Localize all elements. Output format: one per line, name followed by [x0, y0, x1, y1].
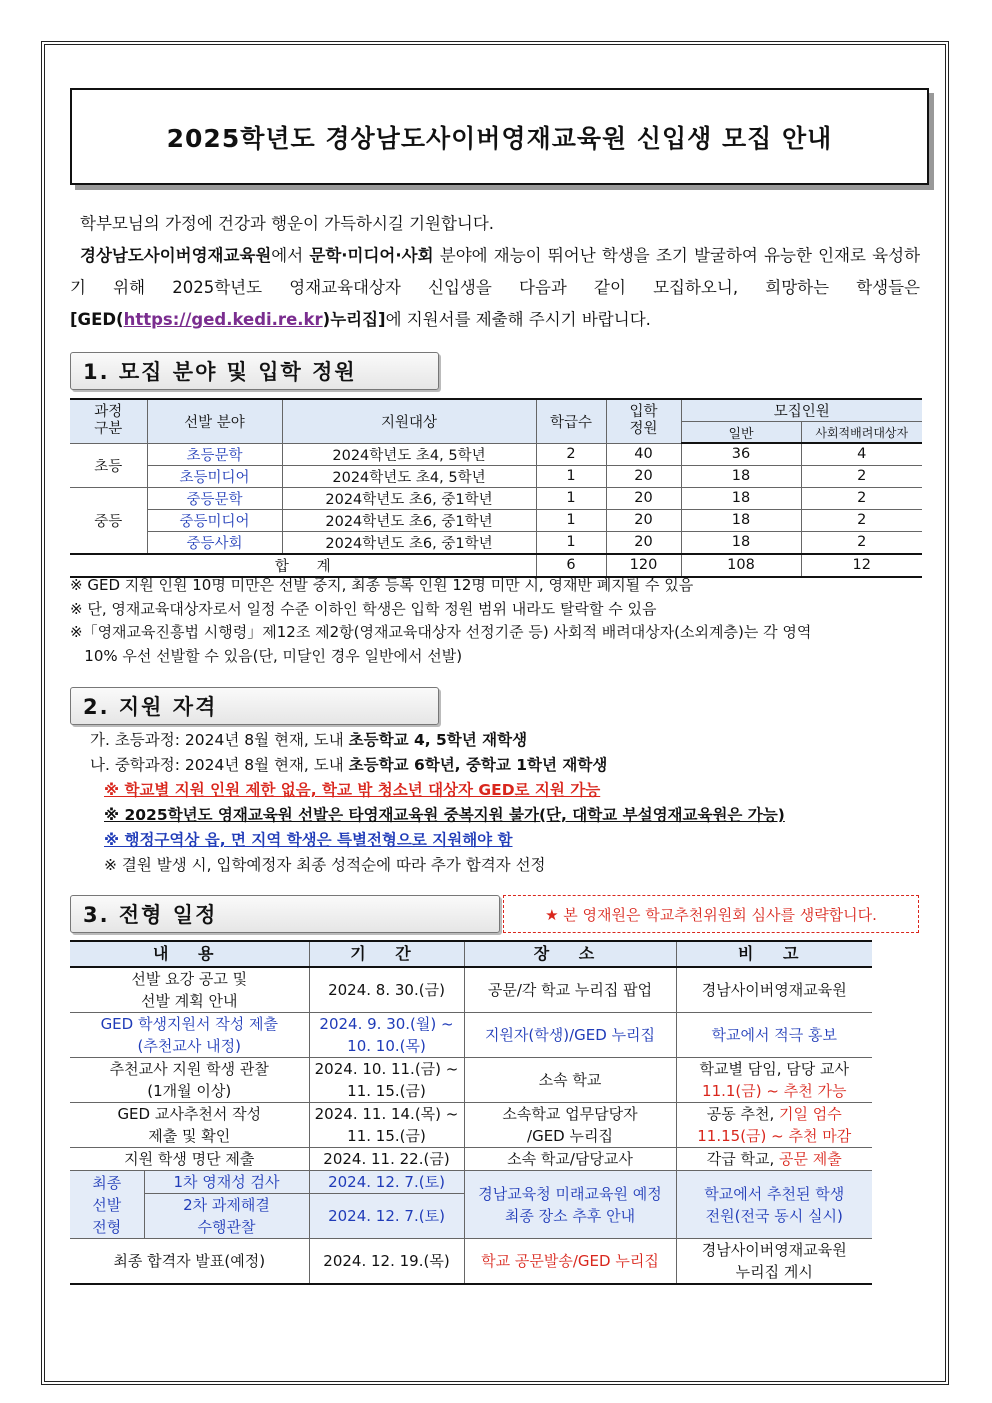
sched-remark: 학교에서 적극 홍보: [676, 1013, 872, 1058]
th-recruit: 모집인원: [681, 399, 922, 422]
qual-elem-pre: 가. 초등과정: 2024년 8월 현재, 도내: [90, 731, 349, 749]
row-target: 2024학년도 초6, 중1학년: [282, 487, 536, 509]
row-general: 18: [681, 487, 801, 509]
row-general: 36: [681, 443, 801, 465]
sched-content: GED 학생지원서 작성 제출 (추천교사 내정): [70, 1013, 309, 1058]
th-content: 내 용: [70, 941, 309, 967]
th-course: 과정 구분: [70, 399, 147, 443]
row-field: 중등미디어: [147, 509, 282, 531]
row-classes: 1: [536, 465, 606, 487]
section-2-heading: 2. 지원 자격: [70, 687, 439, 725]
note: ※「영재교육진흥법 시행령」제12조 제2항(영재교육대상자 선정기준 등) 사회적 배려대상자(소외계층)는 각 영역: [70, 623, 812, 641]
row-general: 18: [681, 531, 801, 554]
row-quota: 20: [606, 509, 681, 531]
qualifications: [90, 728, 920, 878]
row-field: 중등사회: [147, 531, 282, 554]
sched-content: 선발 요강 공고 및 선발 계획 안내: [70, 967, 309, 1013]
intro-text: [70, 208, 920, 336]
qual-mid: [90, 753, 920, 778]
th-place: 장 소: [464, 941, 676, 967]
qual-note-1: ※ 학교별 지원 인원 제한 없음, 학교 밖 청소년 대상자 GED로 지원 가능: [104, 781, 601, 799]
row-quota: 20: [606, 531, 681, 554]
row-target: 2024학년도 초6, 중1학년: [282, 531, 536, 554]
ged-open: [GED(: [70, 310, 124, 329]
section-1-heading: 1. 모집 분야 및 입학 정원: [70, 352, 439, 390]
sched-date: 2024. 12. 7.(토): [309, 1171, 464, 1194]
total-classes: 6: [536, 554, 606, 577]
row-target: 2024학년도 초4, 5학년: [282, 443, 536, 465]
schedule-table: [70, 940, 872, 1285]
row-social: 2: [801, 531, 922, 554]
sched-content: 2차 과제해결 수행관찰: [144, 1194, 309, 1239]
sched-content: 지원 학생 명단 제출: [70, 1148, 309, 1171]
note: 10% 우선 선발할 수 있음(단, 미달인 경우 일반에서 선발): [70, 646, 463, 665]
intro-part: 분야에 재능이 뛰어난 학생을 조기 발굴하여 유능한 인재로 육성하기 위해 2025학년도 영재교육대상자 신입생을 다음과 같이 모집하오니, 희망하는 학생들은: [70, 246, 921, 297]
page-title: 2025학년도 경상남도사이버영재교육원 신입생 모집 안내: [166, 123, 833, 153]
ged-close: )누리집]: [322, 310, 386, 329]
note: ※ 단, 영재교육대상자로서 일정 수준 이하인 학생은 입학 정원 범위 내라도 탈락할 수 있음: [70, 599, 657, 618]
sched-content: GED 교사추천서 작성 제출 및 확인: [70, 1103, 309, 1148]
row-social: 4: [801, 443, 922, 465]
sched-place: 소속학교 업무담당자 /GED 누리집: [464, 1103, 676, 1148]
th-remark: 비 고: [676, 941, 872, 967]
sched-place: 소속 학교: [464, 1058, 676, 1103]
row-social: 2: [801, 487, 922, 509]
qual-note-4: ※ 결원 발생 시, 입학예정자 최종 성적순에 따라 추가 합격자 선정: [104, 856, 546, 874]
remark-part: 공동 추천,: [706, 1105, 780, 1123]
row-target: 2024학년도 초6, 중1학년: [282, 509, 536, 531]
sched-remark: [676, 1058, 872, 1103]
row-field: 초등문학: [147, 443, 282, 465]
sched-date: 2024. 12. 19.(목): [309, 1239, 464, 1285]
row-social: 2: [801, 465, 922, 487]
intro-body: [70, 240, 920, 336]
th-quota: 입학 정원: [606, 399, 681, 443]
qual-elem-bold: 초등학교 4, 5학년 재학생: [348, 731, 528, 749]
sched-remark: 경남사이버영재교육원: [676, 967, 872, 1013]
remark-line: 11.1(금) ~ 추천 가능: [702, 1082, 847, 1100]
qual-mid-bold: 초등학교 6학년, 중학교 1학년 재학생: [348, 756, 608, 774]
row-classes: 1: [536, 487, 606, 509]
fields: 문학·미디어·사회: [309, 246, 434, 265]
ged-link[interactable]: https://ged.kedi.re.kr: [123, 310, 323, 329]
group-mid: 중등: [70, 487, 147, 554]
total-general: 108: [681, 554, 801, 577]
qual-note-3: ※ 행정구역상 읍, 면 지역 학생은 특별전형으로 지원해야 함: [104, 831, 513, 849]
th-target: 지원대상: [282, 399, 536, 443]
total-label: 합 계: [70, 554, 536, 577]
section-3-heading: 3. 전형 일정: [70, 895, 500, 933]
row-quota: 20: [606, 487, 681, 509]
row-classes: 1: [536, 509, 606, 531]
sched-date: 2024. 11. 22.(금): [309, 1148, 464, 1171]
sched-remark: 경남사이버영재교육원 누리집 게시: [676, 1239, 872, 1285]
sched-date: 2024. 10. 11.(금) ~ 11. 15.(금): [309, 1058, 464, 1103]
th-general: 일반: [681, 422, 801, 444]
row-field: 초등미디어: [147, 465, 282, 487]
sched-content: 최종 합격자 발표(예정): [70, 1239, 309, 1285]
row-target: 2024학년도 초4, 5학년: [282, 465, 536, 487]
sched-remark: [676, 1148, 872, 1171]
recruit-notes: [70, 574, 925, 668]
row-classes: 1: [536, 531, 606, 554]
group-elem: 초등: [70, 443, 147, 487]
row-field: 중등문학: [147, 487, 282, 509]
intro-part: 에서: [271, 246, 310, 265]
title-box: [70, 88, 929, 185]
remark-part: 각급 학교,: [706, 1150, 780, 1168]
sched-place: 공문/각 학교 누리집 팝업: [464, 967, 676, 1013]
row-quota: 20: [606, 465, 681, 487]
th-classes: 학급수: [536, 399, 606, 443]
star-note: ★ 본 영재원은 학교추천위원회 심사를 생략합니다.: [503, 895, 919, 933]
final-selection-group: 최종 선발 전형: [70, 1171, 144, 1239]
total-social: 12: [801, 554, 922, 577]
remark-part: 공문 제출: [779, 1150, 842, 1168]
row-general: 18: [681, 465, 801, 487]
sched-remark: 학교에서 추천된 학생 전원(전국 동시 실시): [676, 1171, 872, 1239]
remark-part: 기일 엄수: [779, 1105, 842, 1123]
sched-place: 경남교육청 미래교육원 예정 최종 장소 추후 안내: [464, 1171, 676, 1239]
qual-note-2: ※ 2025학년도 영재교육원 선발은 타영재교육원 중복지원 불가(단, 대학교 부설영재교육원은 가능): [104, 806, 785, 824]
row-social: 2: [801, 509, 922, 531]
qual-elem: [90, 728, 920, 753]
th-period: 기 간: [309, 941, 464, 967]
intro-part: 에 지원서를 제출해 주시기 바랍니다.: [385, 310, 651, 329]
org-name: 경상남도사이버영재교육원: [80, 246, 272, 265]
sched-place: 학교 공문발송/GED 누리집: [464, 1239, 676, 1285]
row-general: 18: [681, 509, 801, 531]
row-classes: 2: [536, 443, 606, 465]
sched-content: 1차 영재성 검사: [144, 1171, 309, 1194]
sched-date: 2024. 9. 30.(월) ~ 10. 10.(목): [309, 1013, 464, 1058]
remark-line: 11.15(금) ~ 추천 마감: [697, 1127, 852, 1145]
remark-line: [679, 1103, 871, 1125]
recruit-table: [70, 398, 922, 578]
sched-date: 2024. 12. 7.(토): [309, 1194, 464, 1239]
th-field: 선발 분야: [147, 399, 282, 443]
sched-date: 2024. 11. 14.(목) ~ 11. 15.(금): [309, 1103, 464, 1148]
qual-mid-pre: 나. 중학과정: 2024년 8월 현재, 도내: [90, 756, 349, 774]
th-social: 사회적배려대상자: [801, 422, 922, 444]
sched-place: 지원자(학생)/GED 누리집: [464, 1013, 676, 1058]
row-quota: 40: [606, 443, 681, 465]
sched-place: 소속 학교/담당교사: [464, 1148, 676, 1171]
intro-greeting: 학부모님의 가정에 건강과 행운이 가득하시길 기원합니다.: [80, 214, 495, 233]
remark-line: 학교별 담임, 담당 교사: [699, 1060, 849, 1078]
total-quota: 120: [606, 554, 681, 577]
sched-content: 추천교사 지원 학생 관찰 (1개월 이상): [70, 1058, 309, 1103]
note: ※ GED 지원 인원 10명 미만은 선발 중지, 최종 등록 인원 12명 미만 시, 영재반 폐지될 수 있음: [70, 576, 694, 594]
sched-remark: [676, 1103, 872, 1148]
sched-date: 2024. 8. 30.(금): [309, 967, 464, 1013]
